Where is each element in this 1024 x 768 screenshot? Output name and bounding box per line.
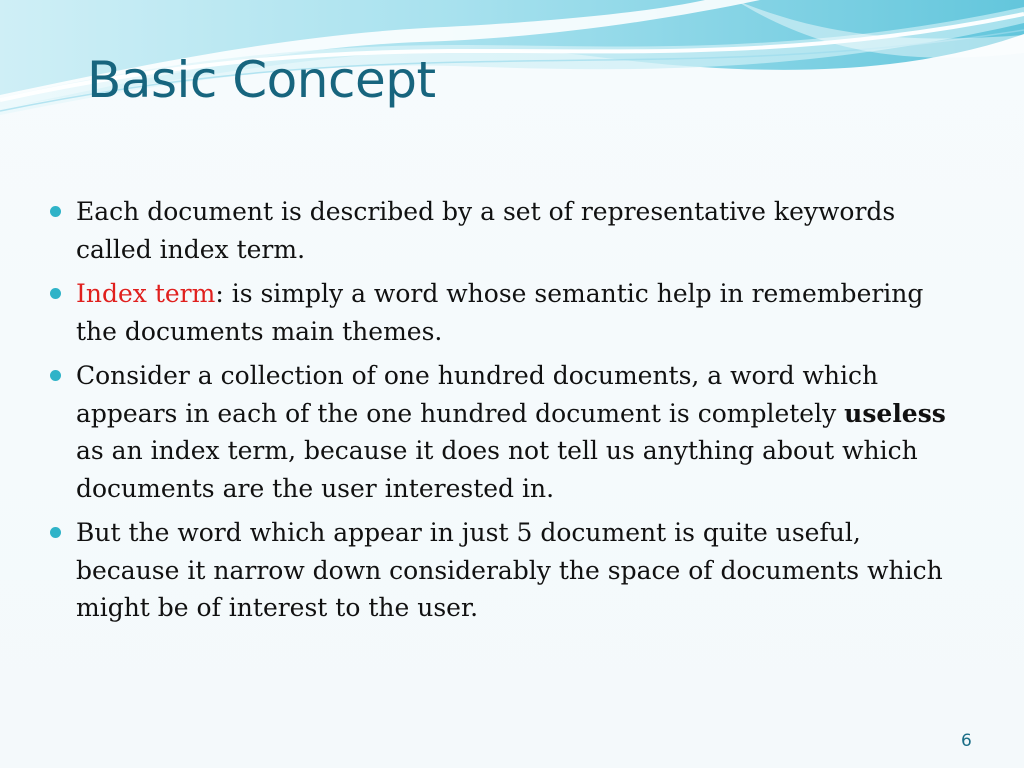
bullet-item-useless-word-example bbox=[48, 357, 948, 507]
emphasized-word: useless bbox=[844, 398, 946, 428]
bullet-dot-icon bbox=[50, 288, 61, 299]
bullet-item-index-terms bbox=[48, 193, 948, 268]
bullet-item-index-term-definition bbox=[48, 275, 948, 350]
bullet-text-after-emphasis: as an index term, because it does not tell us anything about which documents are the user interested in. bbox=[76, 436, 918, 503]
bullet-text: : is simply a word whose semantic help in remembering the documents main themes. bbox=[76, 279, 924, 346]
bullet-text-before-emphasis: Consider a collection of one hundred documents, a word which appears in each of the one hundred document is completely bbox=[76, 361, 879, 428]
highlighted-term: Index term bbox=[76, 279, 216, 308]
bullet-item-useful-word-example bbox=[48, 514, 948, 627]
bullet-dot-icon bbox=[50, 206, 61, 217]
slide-title: Basic Concept bbox=[87, 51, 436, 109]
content-bullet-list bbox=[48, 193, 948, 634]
bullet-dot-icon bbox=[50, 527, 61, 538]
bullet-dot-icon bbox=[50, 370, 61, 381]
bullet-text: Each document is described by a set of representative keywords called index term. bbox=[76, 197, 896, 264]
bullet-text: But the word which appear in just 5 document is quite useful, because it narrow down considerably the space of documents which might be of interest to the user. bbox=[76, 518, 943, 622]
page-number: 6 bbox=[961, 731, 972, 751]
